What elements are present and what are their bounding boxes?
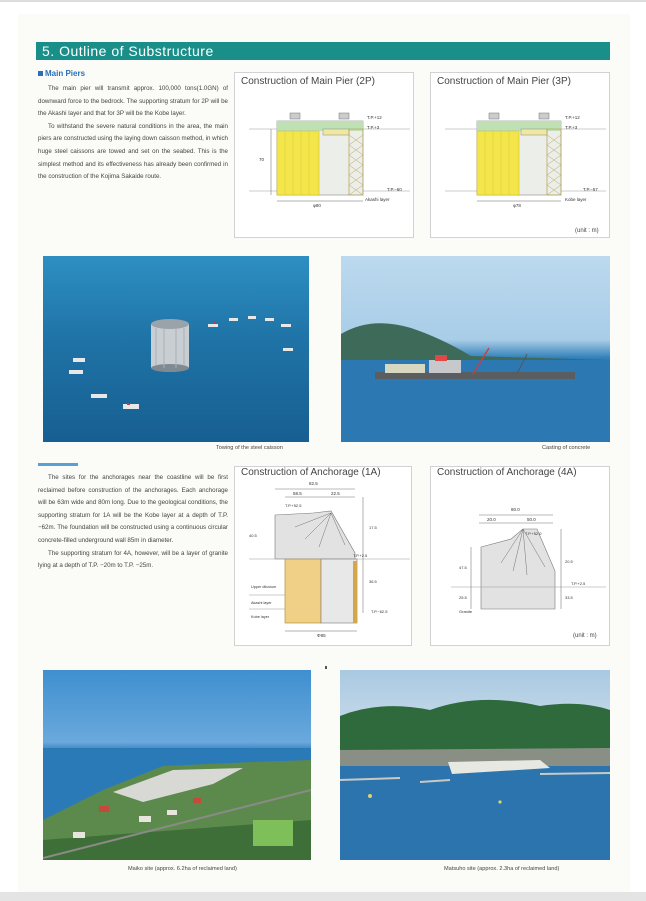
anchorage-1a-tp-top: T.P.+52.5 [285,503,302,508]
anchorage-1a-h1: 40.5 [249,533,257,538]
anchorage-1a-width-total: 82.5 [309,481,318,486]
caption-towing: Towing of the steel caisson [216,445,283,451]
pier-3p-title: Construction of Main Pier (3P) [437,76,571,87]
main-piers-paragraph-2: To withstand the severe natural conditions in the area, the main piers are constructed using the laying down caisson method, in which huge steel caissons are towed and set on the seabed. This is the simplest method and its effectiveness has already been confirmed in the construction of the Kojima Sakaide route. [38,122,228,181]
pier-3p-unit: (unit : m) [575,228,599,234]
anchorage-1a-kobe-label: Kobe layer [251,615,270,619]
pier-2p-layer: Akashi layer [365,197,390,202]
pier-2p-tp-bot: T.P.−60 [387,187,402,192]
main-piers-paragraph-1: The main pier will transmit approx. 100,000 tons(1.0GN) of downward force to the bedrock. The supporting stratum for 2P will be the Akashi layer and that for 3P will be the Kobe layer. [38,85,228,118]
photo-maiko-site [43,670,311,860]
page-top-edge [0,0,646,2]
anchorage-1a-tp-mid: T.P.+2.5 [353,553,368,558]
pier-3p-drawing [431,73,611,239]
pier-3p-tp-top: T.P.+12 [565,115,580,120]
anchorage-4a-width-total: 80.0 [511,507,520,512]
anchorages-heading-mark [38,463,78,466]
pier-2p-tp-mid: T.P.+3 [367,125,380,130]
pier-3p-layer: Kobe layer [565,197,587,202]
section-title: 5. Outline of Substructure [36,42,610,60]
print-mark [325,666,327,669]
main-piers-heading [38,69,85,78]
anchorages-text [38,472,228,573]
casting-photo-image [341,256,610,442]
anchorage-4a-h2: 20.5 [565,559,573,564]
anchorage-1a-diameter: Φ85 [317,633,326,638]
pier-2p-drawing [235,73,415,239]
anchorage-1a-akashi-label: Akashi layer [251,601,272,605]
anchorage-1a-upper-label: Upper diluvium [251,585,277,589]
anchorage-4a-granite-label: Granite [459,609,473,614]
anchorage-1a-tp-bot: T.P.−62.5 [371,609,388,614]
page-bottom-edge [0,892,646,901]
pier-3p-tp-mid: T.P.+3 [565,125,578,130]
diagram-anchorage-4a [430,466,610,646]
diagram-main-pier-3p [430,72,610,238]
anchorage-4a-tp-top: T.P.+52.0 [525,531,542,536]
pier-3p-tp-bot: T.P.−57 [583,187,598,192]
photo-casting-concrete [341,256,610,442]
pier-3p-width: φ78 [513,203,521,208]
anchorage-4a-width-b: 50.0 [527,517,536,522]
heading-square-icon [38,71,43,76]
main-piers-text [38,83,228,184]
main-piers-heading-text: Main Piers [45,69,86,78]
anchorage-1a-title: Construction of Anchorage (1A) [241,467,381,478]
anchorage-4a-title: Construction of Anchorage (4A) [437,467,577,478]
anchorage-1a-h2: 17.5 [369,525,377,530]
towing-photo-image [43,256,309,442]
anchorage-4a-h4: 25.5 [459,595,467,600]
pier-2p-width: φ80 [313,203,321,208]
anchorages-paragraph-1: The sites for the anchorages near the coastline will be first reclaimed before construction of the anchorages. Each anchorage will be 63m wide and 80m long. Due to the geological conditions, the supporting stratum for 1A will be the Kobe layer at a depth of T.P. −62m. The foundation will be constructed using a continuous circular concrete-filled underground wall 85m in diameter. [38,474,228,544]
pier-2p-depth: 70 [259,157,265,162]
photo-towing-caisson [43,256,309,442]
diagram-anchorage-1a [234,466,412,646]
anchorage-1a-width-b: 22.5 [331,491,340,496]
matsuho-photo-image [340,670,610,860]
caption-matsuho: Matsuho site (approx. 2.3ha of reclaimed land) [444,866,560,872]
anchorage-1a-drawing [235,467,413,647]
anchorage-4a-drawing [431,467,611,647]
caption-maiko: Maiko site (approx. 6.2ha of reclaimed land) [128,866,237,872]
anchorages-paragraph-2: The supporting stratum for 4A, however, will be a layer of granite lying at a depth of T.P. −20m to T.P. −25m. [38,549,228,570]
diagram-main-pier-2p [234,72,414,238]
anchorage-1a-h3: 36.5 [369,579,377,584]
anchorage-4a-h3: 33.5 [565,595,573,600]
maiko-photo-image [43,670,311,860]
photo-matsuho-site [340,670,610,860]
anchorage-4a-width-a: 20.0 [487,517,496,522]
anchorage-1a-width-a: 58.5 [293,491,302,496]
anchorage-4a-h1: 47.5 [459,565,467,570]
caption-casting: Casting of concrete [542,445,591,451]
anchorage-4a-unit: (unit : m) [573,633,597,639]
anchorage-4a-tp-mid: T.P.+2.5 [571,581,586,586]
pier-2p-tp-top: T.P.+12 [367,115,382,120]
pier-2p-title: Construction of Main Pier (2P) [241,76,375,87]
